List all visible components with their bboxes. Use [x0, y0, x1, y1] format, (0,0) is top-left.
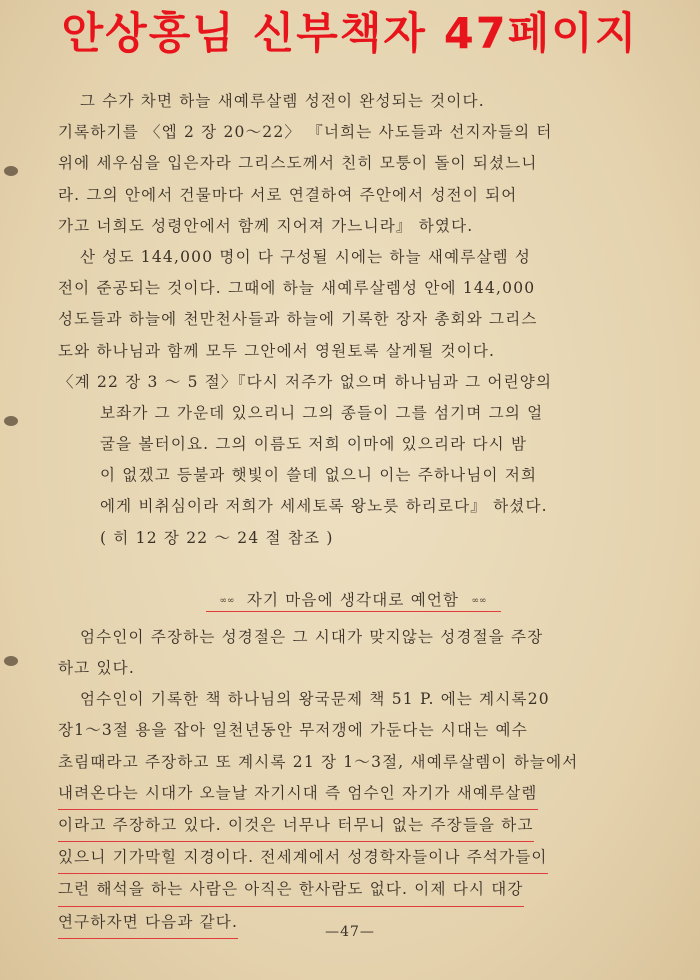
line-10: 〈계 22 장 3 ～ 5 절〉『다시 저주가 없으며 하나님과 그 어린양의: [58, 372, 553, 391]
line-25: 연구하자면 다음과 같다.: [58, 907, 238, 939]
line-4: 라. 그의 안에서 건물마다 서로 연결하여 주안에서 성전이 되어: [58, 185, 518, 204]
line-16: 엄수인이 주장하는 성경절은 그 시대가 맞지않는 성경절을 주장: [80, 627, 544, 646]
line-14: 에게 비취심이라 저희가 세세토록 왕노릇 하리로다』 하셨다.: [100, 497, 548, 516]
line-20: 초림때라고 주장하고 또 계시록 21 장 1～3절, 새예루살렘이 하늘에서: [58, 752, 579, 771]
line-3: 위에 세우심을 입은자라 그리스도께서 친히 모퉁이 돌이 되셨느니: [58, 154, 538, 173]
line-7: 전이 준공되는 것이다. 그때에 하늘 새예루살렘성 안에 144,000: [58, 279, 536, 298]
line-17: 하고 있다.: [58, 659, 135, 677]
line-24: 그런 해석을 하는 사람은 아직은 한사람도 없다. 이제 다시 대강: [58, 874, 524, 906]
binding-hole: [4, 416, 18, 426]
line-2: 기록하기를 〈엡 2 장 20～22〉 『너희는 사도들과 선지자들의 터: [58, 123, 553, 142]
line-13: 이 없겠고 등불과 햇빛이 쓸데 없으니 이는 주하나님이 저희: [100, 466, 538, 485]
paragraph-block-1: [58, 86, 648, 554]
banner-title: 안상홍님 신부책자 47페이지: [61, 9, 639, 59]
line-1: 그 수가 차면 하늘 새예루살렘 성전이 완성되는 것이다.: [80, 92, 485, 110]
binding-hole: [4, 656, 18, 666]
line-21: 내려온다는 시대가 오늘날 자기시대 즉 엄수인 자기가 새예루살렘: [58, 778, 538, 810]
ornament-left: ∞∞: [219, 595, 235, 606]
ornament-right: ∞∞: [471, 595, 487, 606]
binding-hole: [4, 166, 18, 176]
line-15: ( 히 12 장 22 ～ 24 절 참조 ): [100, 528, 334, 547]
line-22: 이라고 주장하고 있다. 이것은 너무나 터무니 없는 주장들을 하고: [58, 810, 534, 842]
page-number: —47—: [325, 924, 375, 940]
line-8: 성도들과 하늘에 천만천사들과 하늘에 기록한 장자 총회와 그리스: [58, 310, 538, 329]
line-9: 도와 하나님과 함께 모두 그안에서 영원토록 살게될 것이다.: [58, 341, 496, 360]
line-6: 산 성도 144,000 명이 다 구성될 시에는 하늘 새예루살렘 성: [80, 247, 532, 266]
line-11: 보좌가 그 가운데 있으리니 그의 종들이 그를 섬기며 그의 얼: [100, 403, 544, 422]
line-12: 굴을 볼터이요. 그의 이름도 저희 이마에 있으리라 다시 밤: [100, 435, 528, 454]
line-5: 가고 너희도 성령안에서 함께 지어져 가느니라』 하였다.: [58, 216, 474, 235]
section-heading: [58, 580, 648, 620]
section-heading-text: 자기 마음에 생각대로 예언함: [246, 590, 460, 609]
body-text: [58, 86, 648, 939]
paragraph-block-2: [58, 622, 648, 939]
line-23: 있으니 기가막힐 지경이다. 전세계에서 성경학자들이나 주석가들이: [58, 842, 548, 874]
section-heading-underline: [206, 591, 501, 612]
line-19: 장1～3절 용을 잡아 일천년동안 무저갱에 가둔다는 시대는 예수: [58, 721, 528, 740]
line-18: 엄수인이 기록한 책 하나님의 왕국문제 책 51 P. 에는 계시록20: [80, 690, 550, 709]
